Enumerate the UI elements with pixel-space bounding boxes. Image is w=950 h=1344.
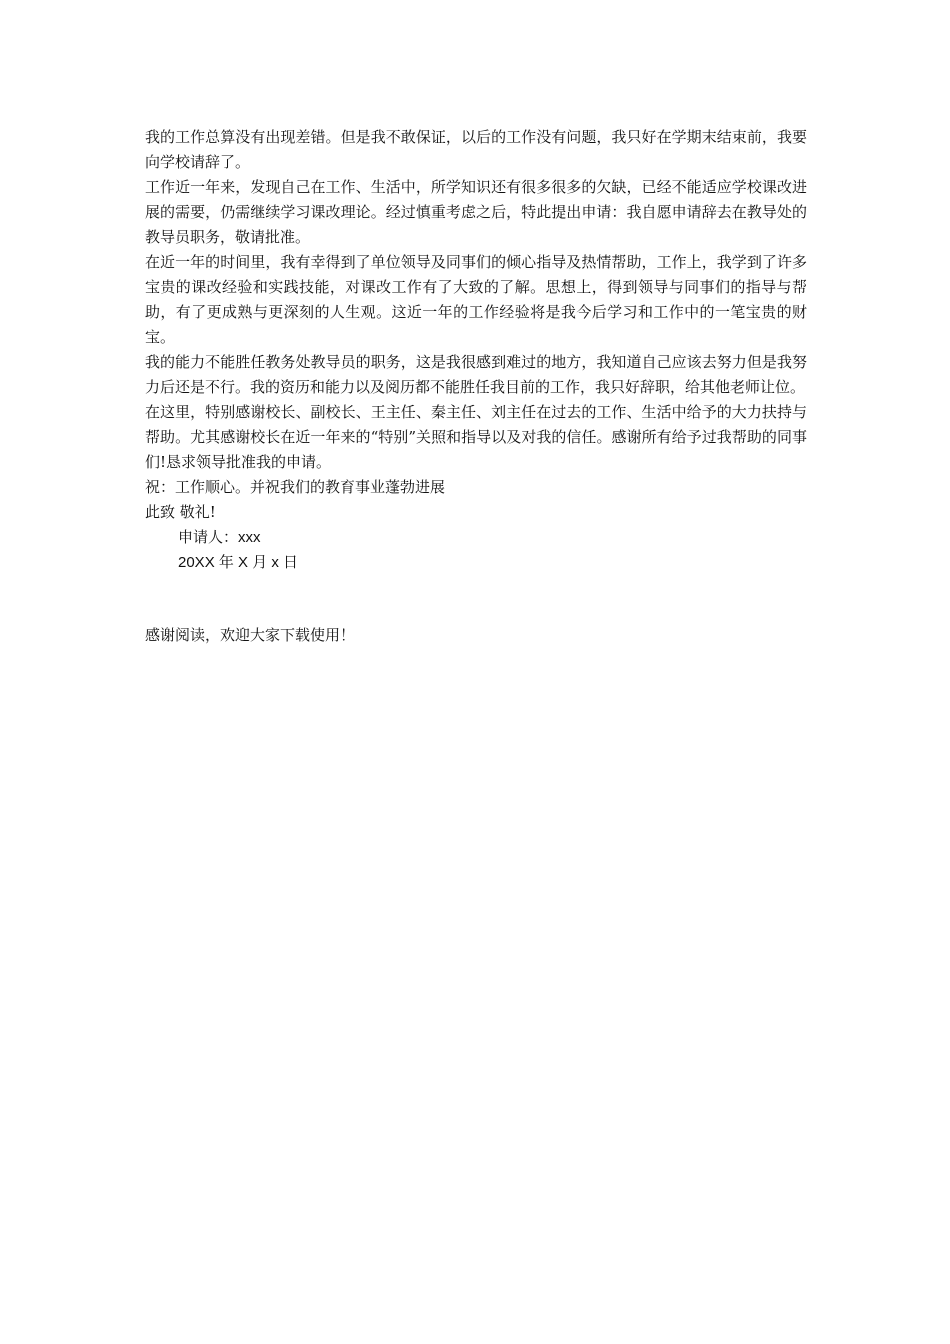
paragraph-3: 在近一年的时间里，我有幸得到了单位领导及同事们的倾心指导及热情帮助，工作上，我学到了许多宝贵的课改经验和实践技能，对课改工作有了大致的了解。思想上，得到领导与同事们的指导与帮助，有了更成熟与更深刻的人生观。这近一年的工作经验将是我今后学习和工作中的一笔宝贵的财宝。 [145,253,807,346]
application-date: 20XX 年 X 月 x 日 [178,554,299,571]
applicant-signature: 申请人：xxx [178,529,261,546]
closing-salute: 此致 敬礼! [145,503,216,521]
closing-wish: 祝：工作顺心。并祝我们的教育事业蓬勃进展 [145,478,446,496]
paragraph-2: 工作近一年来，发现自己在工作、生活中，所学知识还有很多很多的欠缺，已经不能适应学校课改进展的需要，仍需继续学习课改理论。经过慎重考虑之后，特此提出申请：我自愿申请辞去在教导处的教导员职务，敬请批准。 [145,178,807,246]
paragraph-4: 我的能力不能胜任教务处教导员的职务，这是我很感到难过的地方，我知道自己应该去努力但是我努力后还是不行。我的资历和能力以及阅历都不能胜任我目前的工作，我只好辞职，给其他老师让位。 [145,353,807,396]
paragraph-5: 在这里，特别感谢校长、副校长、王主任、秦主任、刘主任在过去的工作、生活中给予的大力扶持与帮助。尤其感谢校长在近一年来的“特别”关照和指导以及对我的信任。感谢所有给予过我帮助的同事们!恳求领导批准我的申请。 [145,403,807,471]
document-page [145,125,807,648]
footer-note: 感谢阅读，欢迎大家下载使用！ [145,626,356,644]
paragraph-1: 我的工作总算没有出现差错。但是我不敢保证，以后的工作没有问题，我只好在学期末结束前，我要向学校请辞了。 [145,128,807,171]
